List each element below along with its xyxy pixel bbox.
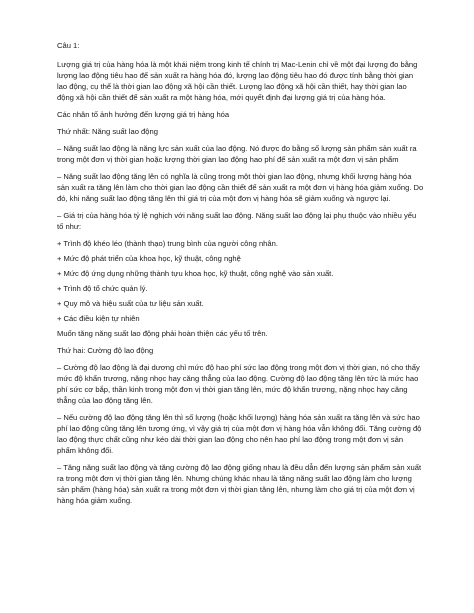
factor-item: + Mức độ phát triển của khoa học, kỹ thuật, công nghệ: [57, 254, 241, 263]
productivity-factors-intro: – Giá trị của hàng hóa tỷ lệ nghịch với năng suất lao động. Năng suất lao động lại phụ thuộc vào nhiều yếu tố như:: [57, 211, 417, 231]
productivity-effect: – Năng suất lao động tăng lên có nghĩa là cũng trong một thời gian lao động, nhưng khối lượng hàng hóa sản xuất ra tăng lên làm cho thời gian lao động cần thiết để sản xuất ra một đơn vị hàng hóa giảm xuống. Do đó, khi năng suất lao động tăng lên thì giá trị của một đơn vị hàng hóa sẽ giảm xuống và ngược lại.: [57, 172, 424, 203]
factor-item: + Quy mô và hiệu suất của tư liệu sản xuất.: [57, 299, 204, 308]
factor-item: + Trình độ tổ chức quản lý.: [57, 284, 148, 293]
definition-paragraph: Lượng giá trị của hàng hóa là một khái niệm trong kinh tế chính trị Mac-Lenin chỉ về một đại lượng đo bằng lượng lao động tiêu hao để sản xuất ra hàng hóa đó, lượng lao động tiêu hao đó được tính bằng thời gian lao động, cụ thể là thời gian lao động xã hội cần thiết. Lượng lao động xã hội cần thiết, hay thời gian lao động xã hội cần thiết để sản xuất ra một hàng hóa, mới quyết định đại lượng giá trị của hàng hóa.: [57, 60, 418, 102]
productivity-definition: – Năng suất lao động là năng lực sản xuất của lao động. Nó được đo bằng số lượng sản phẩm sản xuất ra trong một đơn vị thời gian hoặc lượng thời gian lao động hao phí để sản xuất ra một đơn vị sản phẩm: [57, 144, 417, 164]
factors-heading: Các nhân tố ảnh hưởng đến lượng giá trị hàng hóa: [57, 110, 230, 119]
section-heading-productivity: Thứ nhất: Năng suất lao động: [57, 127, 158, 136]
factor-item: + Mức độ ứng dụng những thành tựu khoa học, kỹ thuật, công nghệ vào sản xuất.: [57, 269, 334, 278]
question-heading: Câu 1:: [57, 41, 80, 50]
section-heading-intensity: Thứ hai: Cường độ lao động: [57, 346, 154, 355]
intensity-definition: – Cường độ lao động là đại dương chỉ mức độ hao phí sức lao động trong một đơn vị thời gian, nó cho thấy mức độ khẩn trương, nặng nhọc hay căng thẳng của lao động. Cường độ lao động tăng lên tức là mức hao phí sức cơ bắp, thần kinh trong một đơn vị thời gian tăng lên, mức độ khẩn trương, nặng nhọc hay căng thẳng của lao động tăng lên.: [57, 363, 420, 405]
intensity-effect: – Nếu cường độ lao động tăng lên thì số lượng (hoặc khối lượng) hàng hóa sản xuất ra tăng lên và sức hao phí lao động cũng tăng lên tương ứng, vì vậy giá trị của một đơn vị hàng hóa vẫn không đổi. Tăng cường độ lao động thực chất cũng như kéo dài thời gian lao động cho nên hao phí lao động trong một đơn vị sản phẩm không đổi.: [57, 413, 422, 455]
factor-item: + Các điều kiện tự nhiên: [57, 314, 140, 323]
factor-item: + Trình độ khéo léo (thành thạo) trung bình của người công nhân.: [57, 239, 278, 248]
productivity-conclusion: Muốn tăng năng suất lao động phải hoàn thiện các yếu tố trên.: [57, 329, 268, 338]
comparison-paragraph: – Tăng năng suất lao động và tăng cường độ lao động giống nhau là đều dẫn đến lượng sản phẩm sản xuất ra trong một đơn vị thời gian tăng lên. Nhưng chúng khác nhau là tăng năng suất lao động làm cho lượng sản phẩm (hàng hóa) sản xuất ra trong một đơn vị thời gian tăng lên, nhưng làm cho giá trị của một đơn vị hàng hóa giảm xuống.: [57, 463, 422, 505]
